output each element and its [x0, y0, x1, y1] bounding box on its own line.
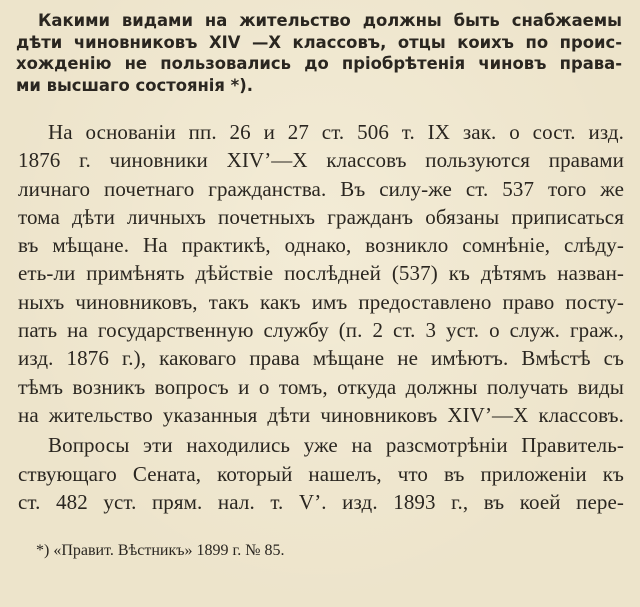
paragraph-line: На основаніи пп. 26 и 27 ст. 506 т. IX зак. о сост. изд.: [48, 120, 624, 144]
paragraph-line: тома дѣти личныхъ почетныхъ гражданъ обязаны приписаться: [18, 204, 624, 229]
heading-line: хожденію не пользовались до пріобрѣтенія чиновъ права-: [16, 54, 622, 73]
footnote: *) «Правит. Вѣстникъ» 1899 г. № 85.: [36, 542, 285, 559]
heading-line: Какими видами на жительство должны быть снабжаемы: [38, 11, 622, 30]
paragraph-line: изд. 1876 г.), каковаго права мѣщане не имѣютъ. Вмѣстѣ съ: [18, 346, 624, 371]
paragraph-line: тѣмъ возникъ вопросъ и о томъ, откуда должны получать виды: [18, 374, 624, 399]
paragraph-line: личнаго почетнаго гражданства. Въ силу-же ст. 537 того же: [18, 176, 624, 201]
paragraph-line: ст. 482 уст. прям. нал. т. Vʼ. изд. 1893 г., въ коей пере-: [18, 489, 624, 514]
paragraph-line: пать на государственную службу (п. 2 ст. 3 уст. о служ. граж.,: [18, 318, 624, 343]
paragraph-line: ныхъ чиновниковъ, такъ какъ имъ предоставлено право посту-: [18, 289, 624, 314]
paragraph-line: 1876 г. чиновники XIVʼ—X классовъ пользуются правами: [18, 148, 624, 173]
heading-line: дѣти чиновниковъ XIV —X классовъ, отцы коихъ по проис-: [16, 32, 622, 52]
paragraph-line: въ мѣщане. На практикѣ, однако, возникло сомнѣніе, слѣду-: [18, 233, 624, 258]
paragraph-line: на жительство указанныя дѣти чиновниковъ XIVʼ—X классовъ.: [18, 402, 624, 427]
paragraph-line: ствующаго Сената, который нашелъ, что въ приложеніи къ: [18, 461, 624, 486]
paragraph-line: Вопросы эти находились уже на разсмотрѣніи Правитель-: [48, 433, 624, 458]
heading-line: ми высшаго состоянія *).: [16, 75, 253, 95]
paragraph-line: еть-ли примѣнять дѣйствіе послѣдней (537) къ дѣтямъ назван-: [18, 261, 624, 286]
section-heading: [16, 10, 622, 96]
body-text: [18, 118, 624, 516]
